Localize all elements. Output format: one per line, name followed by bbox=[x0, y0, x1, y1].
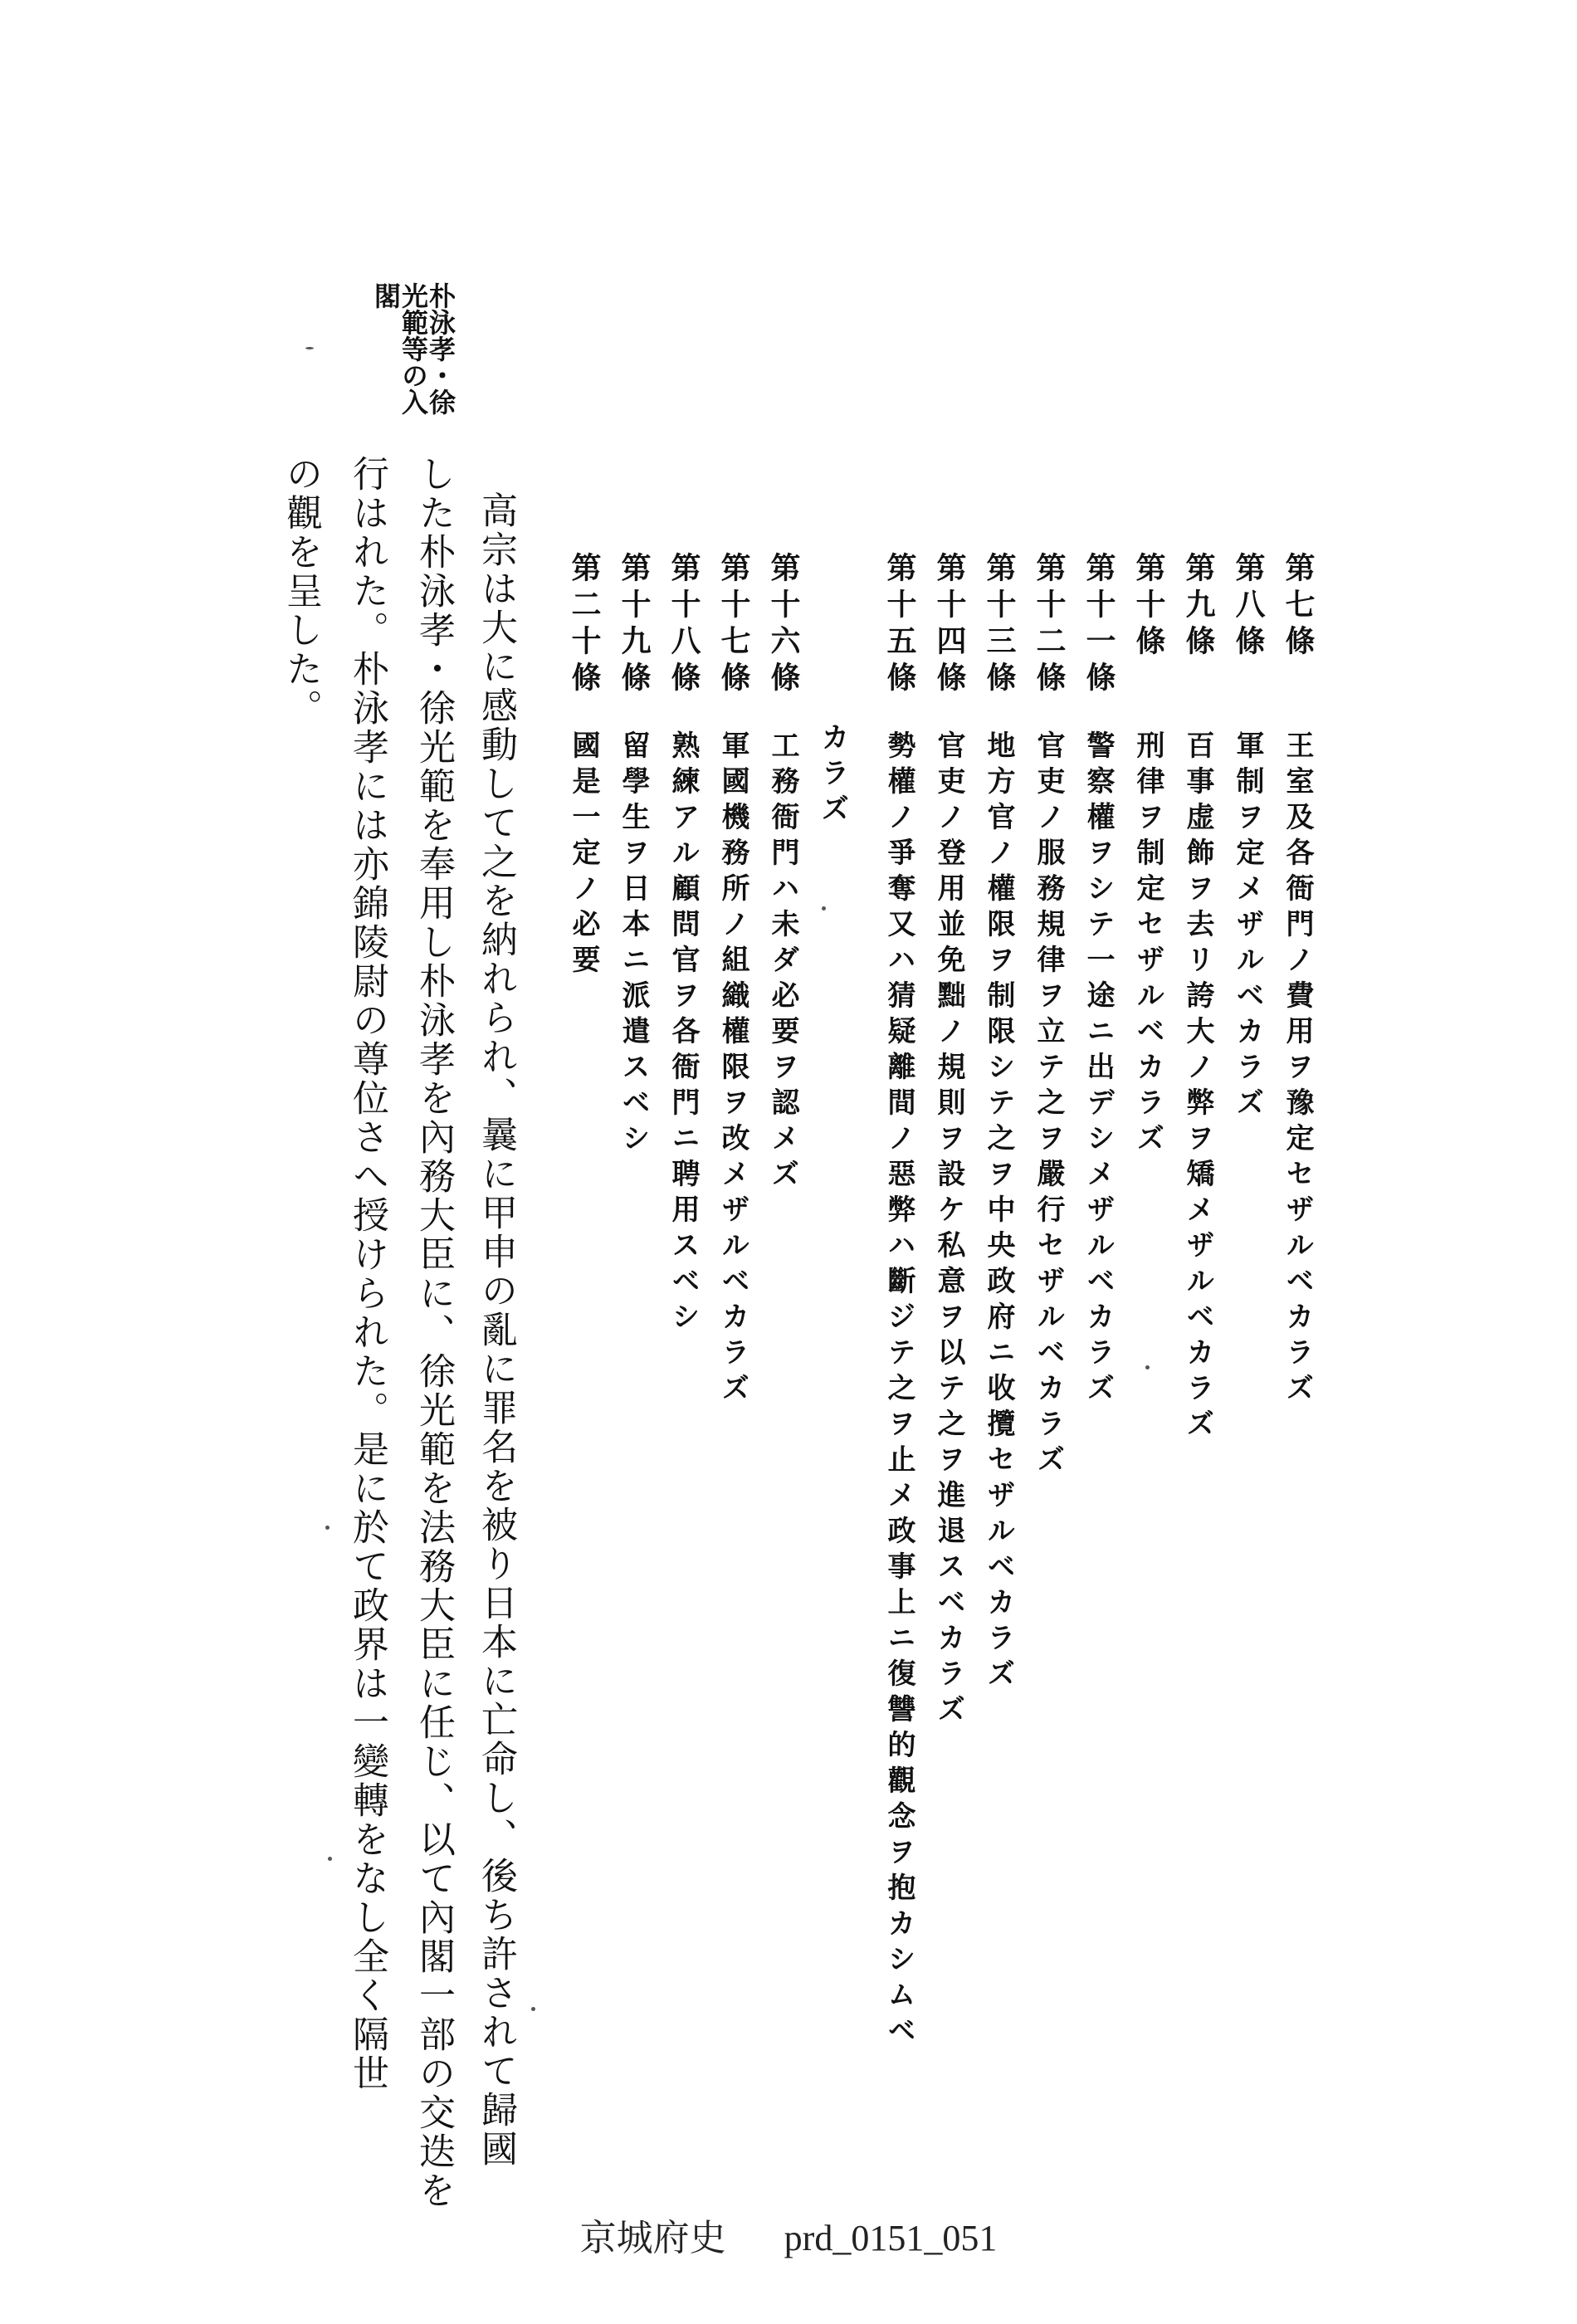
scan-speck bbox=[305, 347, 314, 349]
article-text: 王室及各衙門ノ費用ヲ豫定セザルベカラズ bbox=[1281, 730, 1314, 1409]
article-text: 留學生ヲ日本ニ派遣スベシ bbox=[617, 730, 650, 1159]
body-line: した朴泳孝・徐光範を奉用し朴泳孝を內務大臣に、徐光範を法務大臣に任じ、以て內閣一部の交迭を bbox=[413, 455, 455, 2210]
side-note-line: 閣 bbox=[370, 282, 402, 309]
article-text: 警察權ヲシテ一途ニ出デシメザルベカラズ bbox=[1081, 730, 1115, 1409]
article-text: カラズ bbox=[816, 722, 849, 829]
body-line: の觀を呈した。 bbox=[280, 455, 322, 728]
side-note-line: 光範等の入 bbox=[398, 282, 429, 415]
article-text: 軍國機務所ノ組織權限ヲ改メザルベカラズ bbox=[716, 730, 749, 1409]
footer-title: 京城府史 bbox=[579, 2218, 726, 2258]
article-number: 第二十條 bbox=[567, 552, 601, 698]
article-number: 第十四條 bbox=[932, 552, 966, 698]
article-text: 工務衙門ハ未ダ必要ヲ認メズ bbox=[766, 730, 799, 1194]
body-line: 高宗は大に感動して之を納れられ、曩に甲申の亂に罪名を被り日本に亡命し、後ち許されて歸國 bbox=[475, 491, 517, 2169]
article-text: 刑律ヲ制定セザルベカラズ bbox=[1131, 730, 1164, 1159]
article-number: 第十三條 bbox=[982, 552, 1016, 698]
article-text: 官吏ノ登用並免黜ノ規則ヲ設ケ私意ヲ以テ之ヲ進退スベカラズ bbox=[932, 730, 965, 1730]
article-number: 第十一條 bbox=[1081, 552, 1116, 698]
scan-speck bbox=[325, 1526, 330, 1530]
article-number: 第十六條 bbox=[766, 552, 800, 698]
article-number: 第十五條 bbox=[882, 552, 916, 698]
article-number: 第十七條 bbox=[716, 552, 750, 698]
footer-page-id: prd_0151_051 bbox=[784, 2218, 998, 2258]
article-number: 第十九條 bbox=[617, 552, 651, 698]
article-text: 國是一定ノ必要 bbox=[567, 730, 600, 980]
page-footer bbox=[0, 2208, 1577, 2261]
article-text: 勢權ノ爭奪又ハ猜疑離間ノ惡弊ハ斷ジテ之ヲ止メ政事上ニ復讐的觀念ヲ抱カシムベ bbox=[882, 730, 915, 2051]
article-number: 第八條 bbox=[1231, 552, 1265, 662]
article-text: 百事虚飾ヲ去リ誇大ノ弊ヲ矯メザルベカラズ bbox=[1181, 730, 1214, 1444]
side-note-line: 朴泳孝・徐 bbox=[425, 282, 456, 415]
article-text: 地方官ノ權限ヲ制限シテ之ヲ中央政府ニ收攬セザルベカラズ bbox=[982, 730, 1015, 1694]
article-number: 第十條 bbox=[1131, 552, 1165, 662]
body-line: 行はれた。朴泳孝には亦錦陵尉の尊位さへ授けられた。是に於て政界は一變轉をなし全く隔世 bbox=[346, 455, 388, 2093]
article-number: 第七條 bbox=[1281, 552, 1315, 662]
article-number: 第九條 bbox=[1181, 552, 1215, 662]
article-text: 熟練アル顧問官ヲ各衙門ニ聘用スベシ bbox=[666, 730, 700, 1337]
scan-speck bbox=[531, 2007, 535, 2011]
article-number: 第十八條 bbox=[666, 552, 701, 698]
article-number: 第十二條 bbox=[1032, 552, 1066, 698]
article-text: 官吏ノ服務規律ヲ立テ之ヲ嚴行セザルベカラズ bbox=[1032, 730, 1065, 1480]
scan-speck bbox=[1145, 1365, 1150, 1370]
article-text: 軍制ヲ定メザルベカラズ bbox=[1231, 730, 1264, 1123]
scan-speck bbox=[822, 906, 826, 911]
scan-speck bbox=[328, 1857, 332, 1861]
